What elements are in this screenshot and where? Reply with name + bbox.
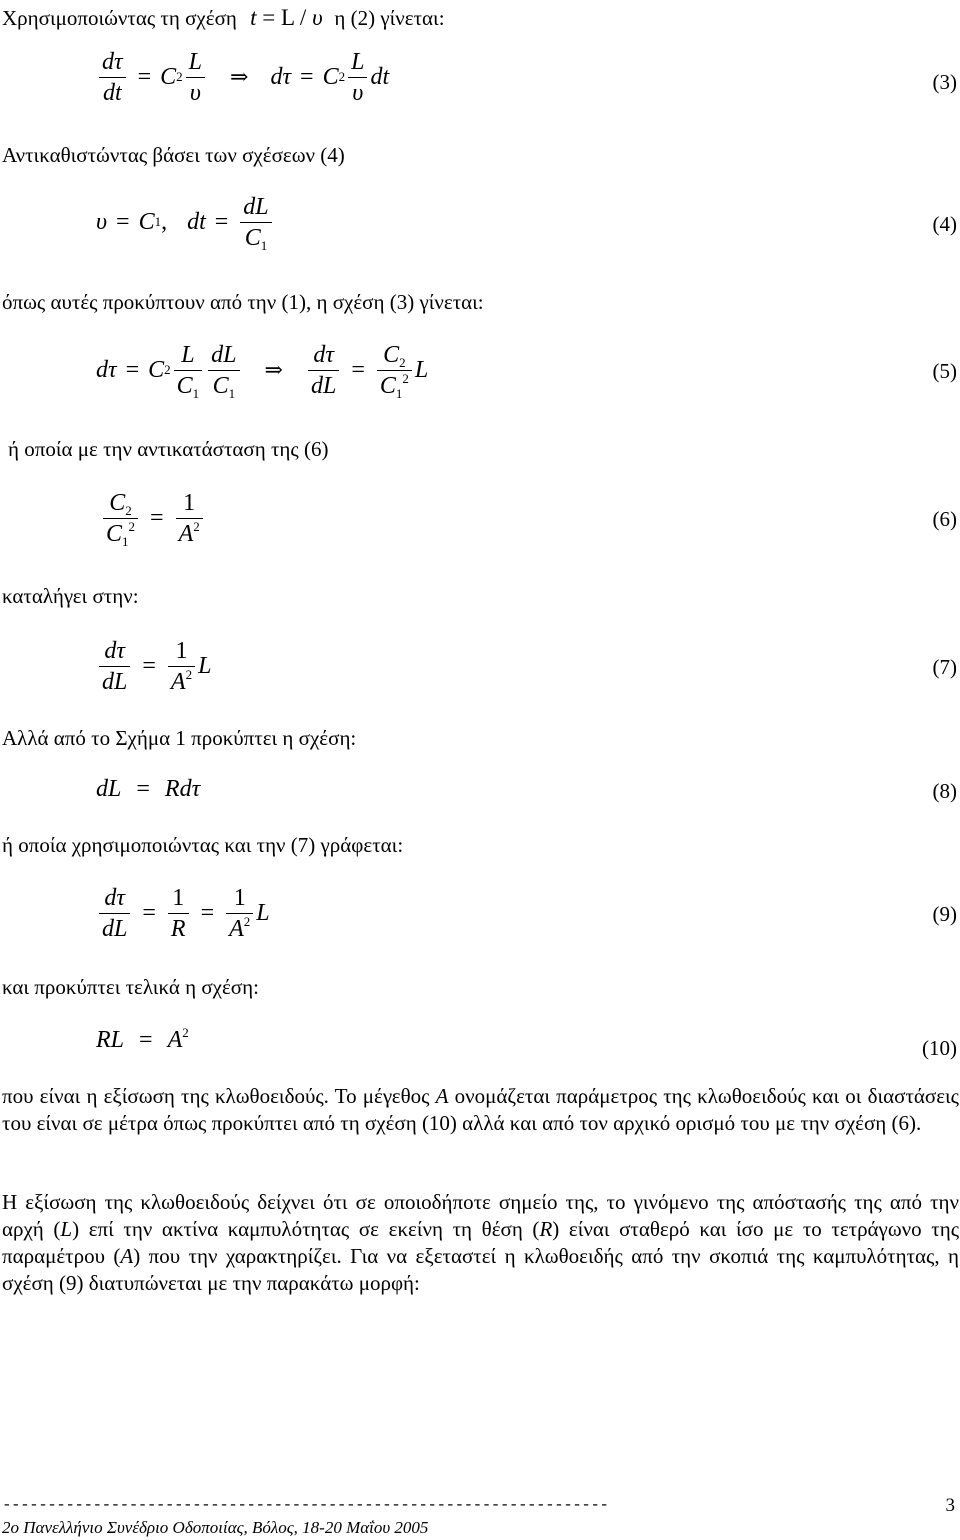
- text-span: ) είναι σταθερό και ίσο με το τετράγωνο της παραμέτρου (: [2, 1217, 960, 1268]
- equation-9: $\frac{d\tau}{dL}$ = $\frac{1}{R}$ = $\frac{1}{A^2}$ L: [96, 877, 270, 949]
- fraction: $\frac{C_2}{C_1^2}$: [103, 488, 138, 549]
- symbol-upsilon: υ: [312, 5, 323, 30]
- text-span: ) επί την ακτίνα καμπυλότητας σε εκείνη τη θέση (: [72, 1217, 540, 1241]
- fraction: $\frac{1}{R}$: [168, 883, 189, 944]
- fraction: $\frac{1}{A^2}$: [168, 636, 195, 697]
- equation-number-4: (4): [932, 212, 957, 236]
- fraction: $\frac{1}{A^2}$: [226, 883, 253, 944]
- text-line-2: Αντικαθιστώντας βάσει των σχέσεων (4): [2, 143, 345, 167]
- symbol-A: A: [120, 1244, 134, 1268]
- fraction: $\frac{1}{A^2}$: [176, 488, 203, 549]
- equation-10: RL = $A^2$: [96, 1025, 189, 1053]
- fraction: $\frac{d\tau}{dL}$: [99, 636, 130, 697]
- equation-number-7: (7): [932, 655, 957, 679]
- symbol-R: R: [539, 1217, 553, 1241]
- text-span: Η εξίσωση της κλωθοειδούς δείχνει ότι σε οποιοδήποτε σημείο της, το γινόμενο της απόστασής της από την αρχή (: [2, 1190, 959, 1241]
- text-span: ) που την χαρακτηρίζει. Για να εξεταστεί η κλωθοειδής από την σκοπιά της καμπυλότητας, η σχέση (9) διατυπώνεται με την παρακάτω μορφή:: [2, 1244, 959, 1295]
- implies-icon: ⇒: [264, 357, 283, 382]
- fraction: $\frac{L}{\upsilon}$: [186, 47, 205, 108]
- fraction: $\frac{dL}{C_1}$: [240, 192, 271, 253]
- fraction: $\frac{dL}{C_1}$: [208, 340, 239, 401]
- text-span: Χρησιμοποιώντας τη σχέση: [2, 6, 237, 30]
- text-line-7: ή οποία χρησιμοποιώντας και την (7) γράφεται:: [2, 833, 404, 857]
- fraction: $\frac{L}{\upsilon}$: [348, 47, 367, 108]
- equation-number-9: (9): [932, 902, 957, 926]
- equation-5: dτ = C 2 $\frac{L}{C_1}$ $\frac{dL}{C_1}$ ⇒ $\frac{d\tau}{dL}$ = $\frac{C_2}{C_1^2}$ L: [96, 341, 429, 401]
- paragraph-clothoid-definition: [2, 1083, 959, 1137]
- fraction: $\frac{d\tau}{dL}$: [308, 340, 339, 401]
- equation-6: $\frac{C_2}{C_1^2}$ = $\frac{1}{A^2}$: [100, 482, 206, 554]
- inline-relation: [250, 5, 328, 30]
- text-line-8: και προκύπτει τελικά η σχέση:: [2, 975, 259, 999]
- equation-4: υ = C 1 , dt = $\frac{dL}{C_1}$: [96, 186, 275, 258]
- text-span: που είναι η εξίσωση της κλωθοειδούς. Το μέγεθος: [2, 1084, 430, 1108]
- text-line-6: Αλλά από το Σχήμα 1 προκύπτει η σχέση:: [2, 726, 357, 750]
- relation-mid: = L /: [262, 5, 307, 30]
- text-span: η (2) γίνεται:: [334, 6, 445, 30]
- equation-number-8: (8): [932, 779, 957, 803]
- text-line-3: όπως αυτές προκύπτουν από την (1), η σχέση (3) γίνεται:: [2, 290, 484, 314]
- footer-conference: 2ο Πανελλήνιο Συνέδριο Οδοποιίας, Βόλος, 18-20 Μαΐου 2005: [2, 1518, 429, 1537]
- text-span: ονομάζεται παράμετρος της κλωθοειδούς και οι διαστάσεις του είναι σε μέτρα όπως προκύπτει από τη σχέση (10) αλλά και από τον αρχικό ορισμό του με την σχέση (6).: [2, 1084, 959, 1135]
- implies-icon: ⇒: [230, 64, 249, 89]
- equation-number-5: (5): [932, 359, 957, 383]
- symbol-A: A: [435, 1084, 449, 1108]
- equation-3: $\frac{d\tau}{dt}$ = C 2 $\frac{L}{\upsilon}$ ⇒ dτ = C 2 $\frac{L}{\upsilon}$ dt: [96, 41, 389, 113]
- equation-number-10: (10): [922, 1036, 957, 1060]
- equation-number-6: (6): [932, 507, 957, 531]
- fraction: $\frac{d\tau}{dL}$: [99, 883, 130, 944]
- fraction: $\frac{L}{C_1}$: [174, 340, 203, 401]
- paragraph-clothoid-equation: [2, 1189, 959, 1297]
- fraction: $\frac{d\tau}{dt}$: [99, 47, 126, 108]
- equation-7: $\frac{d\tau}{dL}$ = $\frac{1}{A^2}$ L: [96, 630, 211, 702]
- text-line-4: ή οποία με την αντικατάσταση της (6): [8, 437, 329, 461]
- symbol-t: t: [250, 5, 257, 30]
- symbol-L: L: [60, 1217, 73, 1241]
- page-number: 3: [945, 1495, 955, 1516]
- footer-rule: -------------------------------------------------------------------: [2, 1496, 609, 1514]
- text-line-5: καταλήγει στην:: [2, 584, 139, 608]
- equation-number-3: (3): [932, 70, 957, 94]
- equation-8: dL = Rdτ: [96, 776, 201, 802]
- text-line-1: [2, 6, 445, 30]
- fraction: $\frac{C_2}{C_1^2}$: [377, 340, 412, 401]
